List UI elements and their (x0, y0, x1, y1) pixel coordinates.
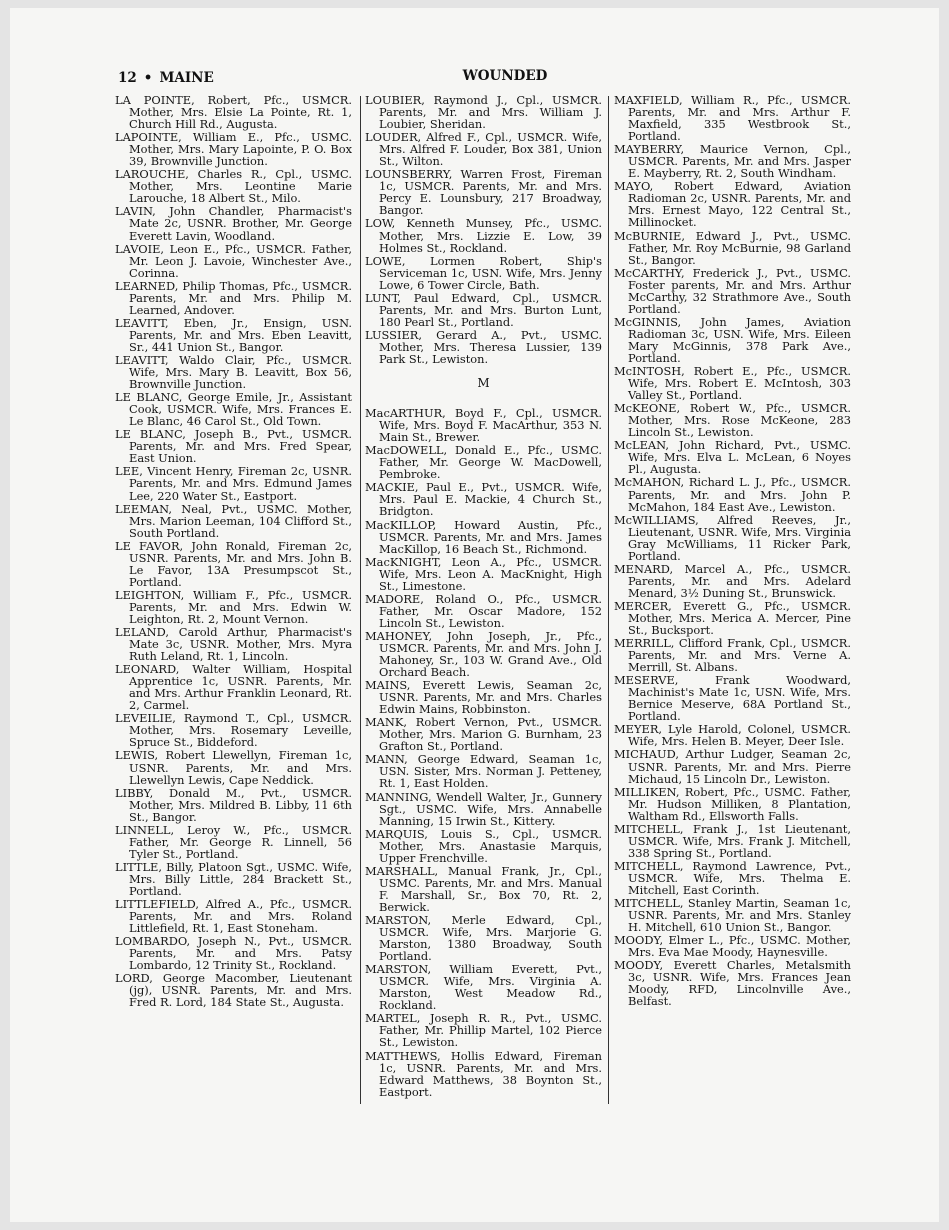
casualty-entry: MANNING, Wendell Walter, Jr., Gunnery Sgt., USMC. Wife, Mrs. Annabelle Manning, 15 Irwin St., Kittery. (365, 789, 602, 828)
casualty-entry: LOWE, Lormen Robert, Ship's Serviceman 1c, USN. Wife, Mrs. Jenny Lowe, 6 Tower Circle, Bath. (365, 253, 602, 292)
column-3 (614, 94, 851, 1008)
casualty-entry: McWILLIAMS, Alfred Reeves, Jr., Lieutenant, USNR. Wife, Mrs. Virginia Gray McWilliams, 11 Ricker Park, Portland. (614, 512, 851, 563)
column-1 (115, 94, 352, 1009)
document-page (10, 8, 939, 1222)
casualty-entry: MEYER, Lyle Harold, Colonel, USMCR. Wife, Mrs. Helen B. Meyer, Deer Isle. (614, 722, 851, 749)
casualty-entry: McGINNIS, John James, Aviation Radioman 3c, USN. Wife, Mrs. Eileen Mary McGinnis, 378 Park Ave., Portland. (614, 314, 851, 365)
casualty-entry: MOODY, Elmer L., Pfc., USMC. Mother, Mrs. Eva Mae Moody, Haynesville. (614, 933, 851, 960)
casualty-entry: MILLIKEN, Robert, Pfc., USMC. Father, Mr. Hudson Milliken, 8 Plantation, Waltham Rd., Ellsworth Falls. (614, 784, 851, 823)
casualty-entry: LOUDER, Alfred F., Cpl., USMCR. Wife, Mrs. Alfred F. Louder, Box 381, Union St., Wilton. (365, 130, 602, 169)
casualty-entry: McMAHON, Richard L. J., Pfc., USMCR. Parents, Mr. and Mrs. John P. McMahon, 184 East Ave., Lewiston. (614, 475, 851, 514)
casualty-entry: MATTHEWS, Hollis Edward, Fireman 1c, USNR. Parents, Mr. and Mrs. Edward Matthews, 38 Boynton St., Eastport. (365, 1048, 602, 1099)
casualty-entry: LELAND, Carold Arthur, Pharmacist's Mate 3c, USNR. Mother, Mrs. Myra Ruth Leland, Rt. 1, Lincoln. (115, 625, 352, 664)
casualty-entry: LOUBIER, Raymond J., Cpl., USMCR. Parents, Mr. and Mrs. William J. Loubier, Sheridan. (365, 93, 602, 132)
column-2 (365, 94, 602, 1099)
casualty-entry: MARSHALL, Manual Frank, Jr., Cpl., USMC. Parents, Mr. and Mrs. Manual F. Marshall, Sr., Box 70, Rt. 2, Berwick. (365, 863, 602, 914)
casualty-entry: LAROUCHE, Charles R., Cpl., USMC. Mother, Mrs. Leontine Marie Larouche, 18 Albert St., Milo. (115, 167, 352, 206)
bullet-separator: • (143, 70, 153, 86)
casualty-entry: LA POINTE, Robert, Pfc., USMCR. Mother, Mrs. Elsie La Pointe, Rt. 1, Church Hill Rd., Augusta. (115, 93, 352, 132)
casualty-entry: LEIGHTON, William F., Pfc., USMCR. Parents, Mr. and Mrs. Edwin W. Leighton, Rt. 2, Mount Vernon. (115, 587, 352, 626)
casualty-entry: LIBBY, Donald M., Pvt., USMCR. Mother, Mrs. Mildred B. Libby, 11 6th St., Bangor. (115, 785, 352, 824)
casualty-entry: LEEMAN, Neal, Pvt., USMC. Mother, Mrs. Marion Leeman, 104 Clifford St., South Portland. (115, 501, 352, 540)
casualty-entry: McKEONE, Robert W., Pfc., USMCR. Mother, Mrs. Rose McKeone, 283 Lincoln St., Lewiston. (614, 401, 851, 440)
casualty-entry: LAVOIE, Leon E., Pfc., USMCR. Father, Mr. Leon J. Lavoie, Winchester Ave., Corinna. (115, 241, 352, 280)
casualty-entry: LUNT, Paul Edward, Cpl., USMCR. Parents, Mr. and Mrs. Burton Lunt, 180 Pearl St., Portland. (365, 290, 602, 329)
casualty-entry: LOW, Kenneth Munsey, Pfc., USMC. Mother, Mrs. Lizzie E. Low, 39 Holmes St., Rockland. (365, 216, 602, 255)
casualty-entry: LAPOINTE, William E., Pfc., USMC. Mother, Mrs. Mary Lapointe, P. O. Box 39, Brownville Junction. (115, 130, 352, 169)
casualty-entry: LEAVITT, Eben, Jr., Ensign, USN. Parents, Mr. and Mrs. Eben Leavitt, Sr., 441 Union St., Bangor. (115, 315, 352, 354)
casualty-entry: MERRILL, Clifford Frank, Cpl., USMCR. Parents, Mr. and Mrs. Verne A. Merrill, St. Albans. (614, 636, 851, 675)
casualty-entry: LEAVITT, Waldo Clair, Pfc., USMCR. Wife, Mrs. Mary B. Leavitt, Box 56, Brownville Junction. (115, 352, 352, 392)
casualty-entry: LEE, Vincent Henry, Fireman 2c, USNR. Parents, Mr. and Mrs. Edmund James Lee, 220 Water St., Eastport. (115, 464, 352, 503)
casualty-entry: MAYBERRY, Maurice Vernon, Cpl., USMCR. Parents, Mr. and Mrs. Jasper E. Mayberry, Rt. 2, South Windham. (614, 142, 851, 181)
casualty-entry: MICHAUD, Arthur Ludger, Seaman 2c, USNR. Parents, Mr. and Mrs. Pierre Michaud, 15 Lincoln Dr., Lewiston. (614, 747, 851, 786)
casualty-entry: LE BLANC, Joseph B., Pvt., USMCR. Parents, Mr. and Mrs. Fred Spear, East Union. (115, 427, 352, 466)
casualty-entry: LEONARD, Walter William, Hospital Apprentice 1c, USNR. Parents, Mr. and Mrs. Arthur Franklin Leonard, Rt. 2, Carmel. (115, 662, 352, 713)
casualty-entry: LOMBARDO, Joseph N., Pvt., USMCR. Parents, Mr. and Mrs. Patsy Lombardo, 12 Trinity St., Rockland. (115, 934, 352, 973)
casualty-entry: MacARTHUR, Boyd F., Cpl., USMCR. Wife, Mrs. Boyd F. MacArthur, 353 N. Main St., Brewer. (365, 406, 602, 445)
casualty-entry: MAHONEY, John Joseph, Jr., Pfc., USMCR. Parents, Mr. and Mrs. John J. Mahoney, Sr., 103 W. Grand Ave., Old Orchard Beach. (365, 628, 602, 680)
casualty-entry: MITCHELL, Raymond Lawrence, Pvt., USMCR. Wife, Mrs. Thelma E. Mitchell, East Corinth. (614, 858, 851, 897)
casualty-entry: LE FAVOR, John Ronald, Fireman 2c, USNR. Parents, Mr. and Mrs. John B. Le Favor, 13A Presumpscot St., Portland. (115, 538, 352, 589)
page-header-left (118, 70, 214, 86)
casualty-entry: LUSSIER, Gerard A., Pvt., USMC. Mother, Mrs. Theresa Lussier, 139 Park St., Lewiston. (365, 327, 602, 366)
page-title: WOUNDED (462, 68, 548, 84)
casualty-entry: MARQUIS, Louis S., Cpl., USMCR. Mother, Mrs. Anastasie Marquis, Upper Frenchville. (365, 826, 602, 865)
section-letter-heading: M (477, 376, 490, 391)
casualty-entry: MENARD, Marcel A., Pfc., USMCR. Parents, Mr. and Mrs. Adelard Menard, 3½ Duning St., Brunswick. (614, 561, 851, 600)
casualty-entry: MacDOWELL, Donald E., Pfc., USMC. Father, Mr. George W. MacDowell, Pembroke. (365, 443, 602, 482)
casualty-entry: MESERVE, Frank Woodward, Machinist's Mate 1c, USN. Wife, Mrs. Bernice Meserve, 68A Portland St., Portland. (614, 673, 851, 724)
casualty-entry: MAYO, Robert Edward, Aviation Radioman 2c, USNR. Parents, Mr. and Mrs. Ernest Mayo, 122 Central St., Millinocket. (614, 179, 851, 230)
casualty-entry: LITTLEFIELD, Alfred A., Pfc., USMCR. Parents, Mr. and Mrs. Roland Littlefield, Rt. 1, East Stoneham. (115, 897, 352, 936)
casualty-entry: MAINS, Everett Lewis, Seaman 2c, USNR. Parents, Mr. and Mrs. Charles Edwin Mains, Robbinston. (365, 678, 602, 717)
casualty-entry: LEVEILIE, Raymond T., Cpl., USMCR. Mother, Mrs. Rosemary Leveille, Spruce St., Biddeford. (115, 711, 352, 750)
casualty-entry: MADORE, Roland O., Pfc., USMCR. Father, Mr. Oscar Madore, 152 Lincoln St., Lewiston. (365, 591, 602, 630)
casualty-entry: McINTOSH, Robert E., Pfc., USMCR. Wife, Mrs. Robert E. McIntosh, 303 Valley St., Portland. (614, 364, 851, 403)
casualty-entry: LORD, George Macomber, Lieutenant (jg), USNR. Parents, Mr. and Mrs. Fred R. Lord, 184 State St., Augusta. (115, 971, 352, 1010)
casualty-entry: LINNELL, Leroy W., Pfc., USMCR. Father, Mr. George R. Linnell, 56 Tyler St., Portland. (115, 822, 352, 861)
casualty-entry: MAXFIELD, William R., Pfc., USMCR. Parents, Mr. and Mrs. Arthur F. Maxfield, 335 Westbrook St., Portland. (614, 93, 851, 144)
column-divider (608, 96, 609, 1104)
casualty-entry: MITCHELL, Stanley Martin, Seaman 1c, USNR. Parents, Mr. and Mrs. Stanley H. Mitchell, 610 Union St., Bangor. (614, 896, 851, 935)
casualty-entry: LE BLANC, George Emile, Jr., Assistant Cook, USMCR. Wife, Mrs. Frances E. Le Blanc, 46 Carol St., Old Town. (115, 390, 352, 429)
casualty-entry: LITTLE, Billy, Platoon Sgt., USMC. Wife, Mrs. Billy Little, 284 Brackett St., Portland. (115, 859, 352, 898)
casualty-entry: MARSTON, Merle Edward, Cpl., USMCR. Wife, Mrs. Marjorie G. Marston, 1380 Broadway, South Portland. (365, 913, 602, 964)
page-number: 12 (118, 70, 137, 86)
casualty-entry: MANN, George Edward, Seaman 1c, USN. Sister, Mrs. Norman J. Petteney, Rt. 1, East Holden. (365, 752, 602, 791)
casualty-entry: McCARTHY, Frederick J., Pvt., USMC. Foster parents, Mr. and Mrs. Arthur McCarthy, 32 Strathmore Ave., South Portland. (614, 265, 851, 316)
casualty-entry: MARTEL, Joseph R. R., Pvt., USMC. Father, Mr. Phillip Martel, 102 Pierce St., Lewiston. (365, 1011, 602, 1050)
casualty-entry: MARSTON, William Everett, Pvt., USMCR. Wife, Mrs. Virginia A. Marston, West Meadow Rd., Rockland. (365, 962, 602, 1013)
casualty-entry: MacKILLOP, Howard Austin, Pfc., USMCR. Parents, Mr. and Mrs. James MacKillop, 16 Beach St., Richmond. (365, 517, 602, 556)
casualty-entry: LOUNSBERRY, Warren Frost, Fireman 1c, USMCR. Parents, Mr. and Mrs. Percy E. Lounsbury, 217 Broadway, Bangor. (365, 167, 602, 218)
casualty-entry: MERCER, Everett G., Pfc., USMCR. Mother, Mrs. Merica A. Mercer, Pine St., Bucksport. (614, 598, 851, 638)
casualty-entry: LEWIS, Robert Llewellyn, Fireman 1c, USNR. Parents, Mr. and Mrs. Llewellyn Lewis, Cape Neddick. (115, 748, 352, 787)
casualty-entry: MacKNIGHT, Leon A., Pfc., USMCR. Wife, Mrs. Leon A. MacKnight, High St., Limestone. (365, 554, 602, 593)
casualty-entry: LEARNED, Philip Thomas, Pfc., USMCR. Parents, Mr. and Mrs. Philip M. Learned, Andover. (115, 278, 352, 317)
casualty-entry: MOODY, Everett Charles, Metalsmith 3c, USNR. Wife, Mrs. Frances Jean Moody, RFD, Lincolnville Ave., Belfast. (614, 958, 851, 1009)
casualty-entry: LAVIN, John Chandler, Pharmacist's Mate 2c, USNR. Brother, Mr. George Everett Lavin, Woodland. (115, 204, 352, 243)
casualty-entry: MANK, Robert Vernon, Pvt., USMCR. Mother, Mrs. Marion G. Burnham, 23 Grafton St., Portland. (365, 715, 602, 754)
casualty-entry: MITCHELL, Frank J., 1st Lieutenant, USMCR. Wife, Mrs. Frank J. Mitchell, 338 Spring St., Portland. (614, 821, 851, 860)
column-divider (360, 96, 361, 1104)
state-name: MAINE (159, 70, 214, 86)
casualty-entry: McLEAN, John Richard, Pvt., USMC. Wife, Mrs. Elva L. McLean, 6 Noyes Pl., Augusta. (614, 438, 851, 477)
casualty-entry: MACKIE, Paul E., Pvt., USMCR. Wife, Mrs. Paul E. Mackie, 4 Church St., Bridgton. (365, 480, 602, 519)
casualty-entry: McBURNIE, Edward J., Pvt., USMC. Father, Mr. Roy McBurnie, 98 Garland St., Bangor. (614, 228, 851, 267)
